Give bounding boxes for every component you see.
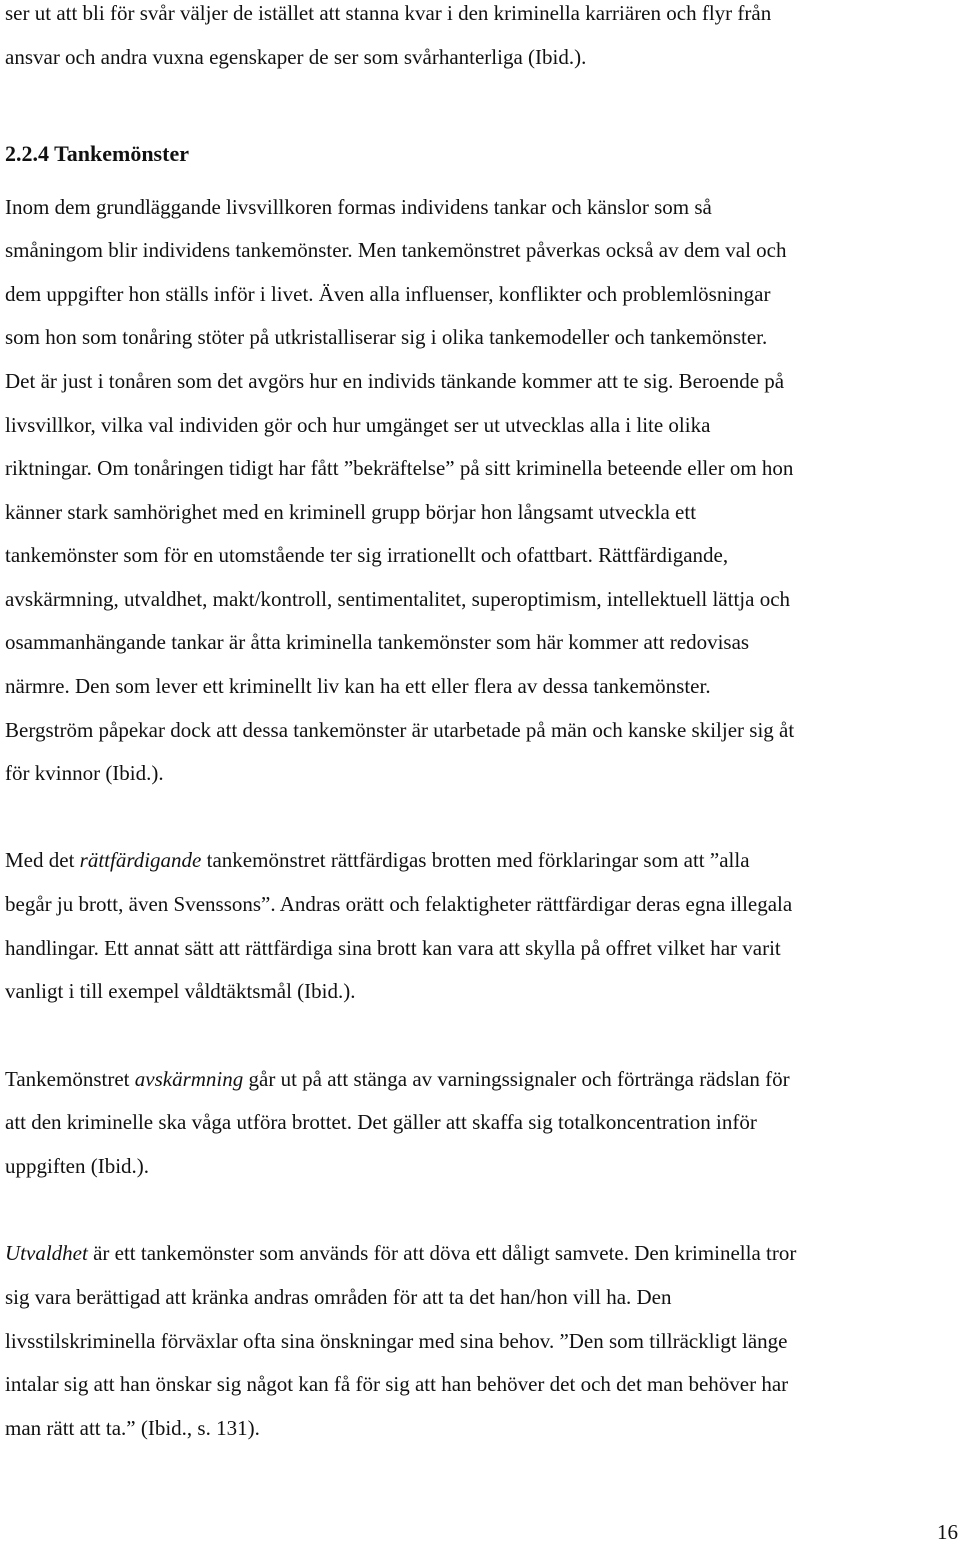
text-line: Det är just i tonåren som det avgörs hur en individs tänkande kommer att te sig. Beroende på [5, 369, 785, 393]
text-segment: Med det [5, 848, 80, 872]
text-line: småningom blir individens tankemönster. Men tankemönstret påverkas också av dem val och [5, 238, 787, 262]
text-line: avskärmning, utvaldhet, makt/kontroll, sentimentalitet, superoptimism, intellektuell lättja och [5, 587, 791, 611]
text-line: livsvillkor, vilka val individen gör och hur umgänget ser ut utvecklas alla i lite olika [5, 413, 711, 437]
text-line: sig vara berättigad att kränka andras områden för att ta det han/hon vill ha. Den [5, 1285, 672, 1309]
text-line: uppgiften (Ibid.). [5, 1154, 150, 1178]
text-line: Inom dem grundläggande livsvillkoren formas individens tankar och känslor som så [5, 195, 712, 219]
text-line: ser ut att bli för svår väljer de istället att stanna kvar i den kriminella karriären och flyr från [5, 1, 772, 25]
text-line: för kvinnor (Ibid.). [5, 761, 164, 785]
emphasized-term: rättfärdigande [79, 848, 202, 872]
text-line: att den kriminelle ska våga utföra brottet. Det gäller att skaffa sig totalkoncentration inför [5, 1110, 757, 1134]
emphasized-term: avskärmning [134, 1067, 244, 1091]
text-line: känner stark samhörighet med en kriminell grupp börjar hon långsamt utveckla ett [5, 500, 697, 524]
text-segment: går ut på att stänga av varningssignaler och förtränga rädslan för [243, 1067, 790, 1091]
text-line [5, 1240, 796, 1266]
text-line: handlingar. Ett annat sätt att rättfärdiga sina brott kan vara att skylla på offret vilket har varit [5, 936, 781, 960]
text-line: som hon som tonåring stöter på utkristalliserar sig i olika tankemodeller och tankemönster. [5, 325, 768, 349]
emphasized-term: Utvaldhet [5, 1241, 88, 1265]
text-line: Bergström påpekar dock att dessa tankemönster är utarbetade på män och kanske skiljer sig åt [5, 718, 795, 742]
section-heading: 2.2.4 Tankemönster [5, 141, 189, 166]
text-line: riktningar. Om tonåringen tidigt har fått ”bekräftelse” på sitt kriminella beteende eller om hon [5, 456, 794, 480]
page-number: 16 [937, 1520, 958, 1544]
text-line: tankemönster som för en utomstående ter sig irrationellt och ofattbart. Rättfärdigande, [5, 543, 729, 567]
text-line: närmre. Den som lever ett kriminellt liv kan ha ett eller flera av dessa tankemönster. [5, 674, 711, 698]
text-line: osammanhängande tankar är åtta kriminella tankemönster som här kommer att redovisas [5, 630, 750, 654]
text-line: man rätt att ta.” (Ibid., s. 131). [5, 1416, 260, 1440]
text-line [5, 1066, 790, 1092]
text-line: dem uppgifter hon ställs inför i livet. Även alla influenser, konflikter och problemlösningar [5, 282, 771, 306]
text-segment: Tankemönstret [5, 1067, 135, 1091]
text-segment: tankemönstret rättfärdigas brotten med förklaringar som att ”alla [201, 848, 750, 872]
text-line: vanligt i till exempel våldtäktsmål (Ibid.). [5, 979, 356, 1003]
text-segment: är ett tankemönster som används för att döva ett dåligt samvete. Den kriminella tror [87, 1241, 797, 1265]
text-line [5, 847, 750, 873]
text-line: ansvar och andra vuxna egenskaper de ser som svårhanterliga (Ibid.). [5, 45, 587, 69]
text-line: begår ju brott, även Svenssons”. Andras orätt och felaktigheter rättfärdigar deras egna illegala [5, 892, 793, 916]
text-line: livsstilskriminella förväxlar ofta sina önskningar med sina behov. ”Den som tillräckligt länge [5, 1329, 788, 1353]
text-line: intalar sig att han önskar sig något kan få för sig att han behöver det och det man behöver har [5, 1372, 789, 1396]
